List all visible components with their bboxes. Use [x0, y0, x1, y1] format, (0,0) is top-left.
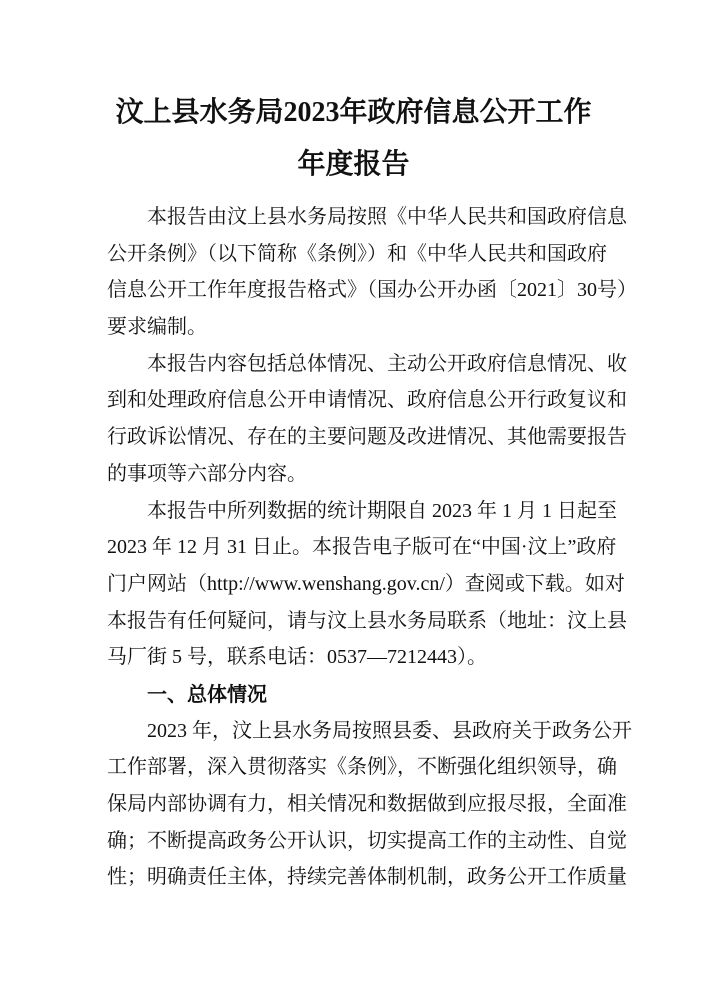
paragraph-line: 确；不断提高政务公开认识，切实提高工作的主动性、自觉 [107, 829, 627, 852]
paragraph-line: 门户网站（http://www.wenshang.gov.cn/）查阅或下载。如对 [107, 572, 625, 595]
paragraph-line: 本报告由汶上县水务局按照《中华人民共和国政府信息 [147, 206, 627, 228]
document-title-line-1: 汶上县水务局2023年政府信息公开工作 [115, 97, 592, 128]
paragraph-line: 本报告有任何疑问，请与汶上县水务局联系（地址：汶上县 [107, 609, 627, 632]
paragraph-line: 马厂街 5 号，联系电话：0537—7212443）。 [107, 646, 487, 669]
paragraph-line: 的事项等六部分内容。 [107, 462, 307, 485]
paragraph-line: 要求编制。 [107, 316, 207, 339]
paragraph-line: 工作部署，深入贯彻落实《条例》，不断强化组织领导，确 [107, 756, 617, 779]
section-heading: 一、总体情况 [147, 681, 267, 706]
paragraph-line: 公开条例》（以下简称《条例》）和《中华人民共和国政府 [107, 242, 607, 265]
paragraph-line: 到和处理政府信息公开申请情况、政府信息公开行政复议和 [107, 389, 627, 412]
paragraph-line: 行政诉讼情况、存在的主要问题及改进情况、其他需要报告 [107, 426, 627, 449]
paragraph-line: 信息公开工作年度报告格式》（国办公开办函〔2021〕30号） [107, 279, 637, 302]
paragraph-line: 性；明确责任主体，持续完善体制机制，政务公开工作质量 [107, 866, 627, 889]
document-title-line-2: 年度报告 [297, 149, 410, 180]
document-body [107, 199, 637, 896]
paragraph-line: 保局内部协调有力，相关情况和数据做到应报尽报，全面准 [107, 793, 627, 815]
paragraph-line: 本报告内容包括总体情况、主动公开政府信息情况、收 [147, 352, 627, 375]
paragraph-line: 2023 年，汶上县水务局按照县委、县政府关于政务公开 [147, 719, 632, 742]
paragraph-line: 2023 年 12 月 31 日止。本报告电子版可在“中国·汶上”政府 [107, 536, 617, 559]
paragraph-line: 本报告中所列数据的统计期限自 2023 年 1 月 1 日起至 [147, 499, 617, 522]
